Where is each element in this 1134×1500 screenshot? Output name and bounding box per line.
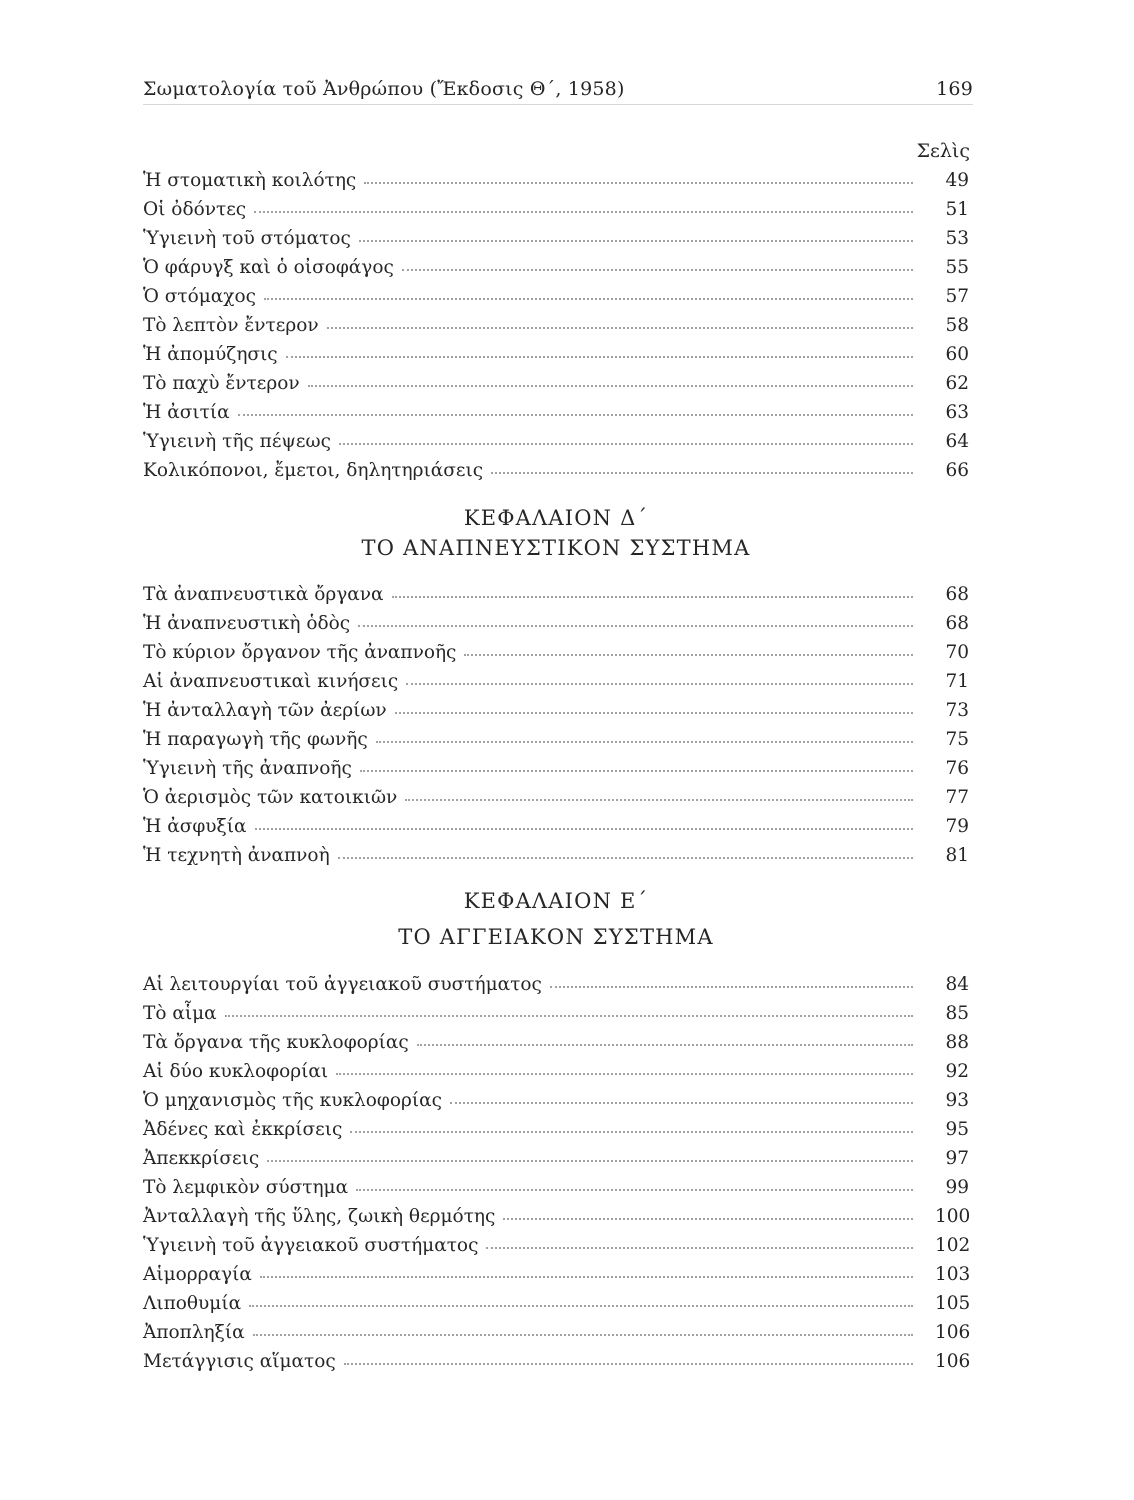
dot-leader (344, 1362, 913, 1365)
dot-leader (255, 827, 914, 830)
dot-leader (406, 682, 913, 685)
entry-title: Ἡ ἀσιτία (143, 402, 230, 423)
running-header (143, 74, 973, 105)
entry-title: Τὸ κύριον ὄργανον τῆς ἀναπνοῆς (143, 642, 457, 663)
entry-title: Ἀποπληξία (143, 1322, 245, 1343)
toc-entry (143, 427, 969, 456)
toc-entry (143, 398, 969, 427)
toc-entry (143, 1057, 969, 1086)
entry-page: 60 (945, 344, 969, 365)
book-title: Σωματολογία τοῦ Ἀνθρώπου (Ἔκδοσις Θ΄, 1958) (143, 78, 625, 100)
entry-page: 88 (945, 1032, 969, 1053)
toc-entry (143, 1144, 969, 1173)
dot-leader (249, 1304, 913, 1307)
entry-page: 81 (945, 845, 969, 866)
dot-leader (364, 181, 913, 184)
chapter-heading: ΚΕΦΑΛΑΙΟΝ Ε΄ (463, 889, 649, 913)
entry-page: 85 (945, 1003, 969, 1024)
dot-leader (339, 442, 913, 445)
entry-page: 92 (945, 1061, 969, 1082)
entry-title: Ἡ τεχνητὴ ἀναπνοὴ (143, 845, 330, 866)
entry-page: 95 (945, 1119, 969, 1140)
toc-entry (143, 812, 969, 841)
entry-page: 100 (935, 1206, 971, 1227)
dot-leader (395, 711, 913, 714)
entry-title: Αἱ δύο κυκλοφορίαι (143, 1061, 329, 1082)
dot-leader (338, 856, 913, 859)
toc-entry (143, 369, 969, 398)
toc-entry (143, 609, 969, 638)
dot-leader (358, 624, 913, 627)
entry-page: 55 (945, 257, 969, 278)
toc-entry (143, 195, 969, 224)
entry-title: Τὸ παχὺ ἔντερον (143, 373, 300, 394)
toc-entry (143, 1173, 969, 1202)
entry-title: Τὰ ὄργανα τῆς κυκλοφορίας (143, 1032, 409, 1053)
entry-page: 62 (945, 373, 969, 394)
toc-entry (143, 1202, 969, 1231)
entry-title: Τὸ λεμφικὸν σύστημα (143, 1177, 349, 1198)
toc-section-respiratory (143, 580, 969, 870)
entry-page: 68 (945, 613, 969, 634)
entry-title: Ὁ φάρυγξ καὶ ὁ οἰσοφάγος (143, 257, 394, 278)
entry-title: Κολικόπονοι, ἔμετοι, δηλητηριάσεις (143, 460, 484, 481)
toc-entry (143, 340, 969, 369)
dot-leader (238, 413, 913, 416)
entry-page: 68 (945, 584, 969, 605)
entry-title: Ὁ μηχανισμὸς τῆς κυκλοφορίας (143, 1090, 442, 1111)
entry-page: 64 (945, 431, 969, 452)
entry-title: Ὁ στόμαχος (143, 286, 257, 307)
toc-entry (143, 282, 969, 311)
entry-page: 103 (935, 1264, 971, 1285)
entry-page: 49 (945, 170, 969, 191)
chapter-heading: ΚΕΦΑΛΑΙΟΝ Δ΄ (463, 506, 649, 530)
toc-entry (143, 1318, 969, 1347)
entry-page: 71 (945, 671, 969, 692)
entry-page: 106 (935, 1351, 971, 1372)
entry-page: 53 (945, 228, 969, 249)
dot-leader (264, 297, 913, 300)
toc-entry (143, 1028, 969, 1057)
dot-leader (450, 1101, 913, 1104)
dot-leader (356, 1188, 913, 1191)
dot-leader (402, 268, 913, 271)
toc-entry (143, 754, 969, 783)
dot-leader (486, 1246, 913, 1249)
entry-page: 58 (945, 315, 969, 336)
entry-title: Ἡ ἀναπνευστικὴ ὁδὸς (143, 613, 351, 634)
entry-title: Ἡ στοματικὴ κοιλότης (143, 170, 357, 191)
chapter-subtitle: ΤΟ ΑΝΑΠΝΕΥΣΤΙΚΟΝ ΣΥΣΤΗΜΑ (361, 536, 751, 560)
entry-title: Ἡ ἀσφυξία (143, 816, 247, 837)
toc-entry (143, 224, 969, 253)
entry-page: 76 (945, 758, 969, 779)
entry-title: Τὸ αἷμα (143, 1003, 217, 1024)
toc-entry (143, 841, 969, 870)
entry-title: Ἀπεκκρίσεις (143, 1148, 260, 1169)
toc-entry (143, 456, 969, 485)
entry-page: 75 (945, 729, 969, 750)
dot-leader (376, 740, 913, 743)
entry-page: 97 (945, 1148, 969, 1169)
entry-page: 93 (945, 1090, 969, 1111)
dot-leader (392, 595, 913, 598)
entry-title: Τὰ ἀναπνευστικὰ ὄργανα (143, 584, 384, 605)
toc-entry (143, 696, 969, 725)
entry-title: Ὁ ἀερισμὸς τῶν κατοικιῶν (143, 787, 398, 808)
entry-title: Ἡ ἀπομύζησις (143, 344, 278, 365)
dot-leader (336, 1072, 913, 1075)
entry-title: Ὑγιεινὴ τῆς ἀναπνοῆς (143, 758, 352, 779)
dot-leader (225, 1014, 913, 1017)
entry-title: Λιποθυμία (143, 1293, 242, 1314)
entry-page: 51 (945, 199, 969, 220)
dot-leader (253, 1333, 913, 1336)
dot-leader (417, 1043, 913, 1046)
toc-entry (143, 638, 969, 667)
toc-section-vascular (143, 970, 969, 1376)
entry-page: 99 (945, 1177, 969, 1198)
entry-page: 73 (945, 700, 969, 721)
toc-entry (143, 1231, 969, 1260)
entry-page: 77 (945, 787, 969, 808)
toc-entry (143, 667, 969, 696)
entry-title: Ἡ ἀνταλλαγὴ τῶν ἀερίων (143, 700, 387, 721)
toc-entry (143, 253, 969, 282)
dot-leader (359, 239, 913, 242)
dot-leader (327, 326, 913, 329)
entry-page: 66 (945, 460, 969, 481)
entry-title: Ἀδένες καὶ ἐκκρίσεις (143, 1119, 343, 1140)
entry-title: Ἀνταλλαγὴ τῆς ὕλης, ζωικὴ θερμότης (143, 1206, 496, 1227)
entry-page: 102 (935, 1235, 971, 1256)
dot-leader (286, 355, 913, 358)
entry-page: 84 (945, 974, 969, 995)
entry-title: Αἱ λειτουργίαι τοῦ ἀγγειακοῦ συστήματος (143, 974, 542, 995)
dot-leader (405, 798, 913, 801)
page-column-label: Σελὶς (916, 140, 970, 162)
entry-page: 70 (945, 642, 969, 663)
dot-leader (267, 1159, 913, 1162)
dot-leader (491, 471, 913, 474)
dot-leader (464, 653, 913, 656)
entry-page: 106 (935, 1322, 971, 1343)
toc-entry (143, 580, 969, 609)
entry-page: 63 (945, 402, 969, 423)
entry-title: Ἡ παραγωγὴ τῆς φωνῆς (143, 729, 368, 750)
toc-entry (143, 725, 969, 754)
toc-entry (143, 970, 969, 999)
entry-title: Ὑγιεινὴ τῆς πέψεως (143, 431, 331, 452)
entry-title: Οἱ ὀδόντες (143, 199, 247, 220)
toc-entry (143, 1289, 969, 1318)
entry-page: 57 (945, 286, 969, 307)
entry-title: Ὑγιεινὴ τοῦ στόματος (143, 228, 351, 249)
toc-section-digestive (143, 166, 969, 485)
toc-entry (143, 1347, 969, 1376)
toc-entry (143, 999, 969, 1028)
dot-leader (503, 1217, 913, 1220)
toc-entry (143, 1260, 969, 1289)
entry-title: Αἱ ἀναπνευστικαὶ κινήσεις (143, 671, 399, 692)
dot-leader (260, 1275, 913, 1278)
toc-entry (143, 1086, 969, 1115)
toc-entry (143, 166, 969, 195)
entry-title: Τὸ λεπτὸν ἔντερον (143, 315, 319, 336)
dot-leader (360, 769, 913, 772)
toc-entry (143, 1115, 969, 1144)
entry-title: Αἱμορραγία (143, 1264, 252, 1285)
dot-leader (350, 1130, 913, 1133)
dot-leader (308, 384, 913, 387)
entry-page: 79 (945, 816, 969, 837)
page-number: 169 (936, 78, 973, 100)
entry-title: Μετάγγισις αἵματος (143, 1351, 336, 1372)
dot-leader (550, 985, 913, 988)
entry-page: 105 (935, 1293, 971, 1314)
toc-entry (143, 311, 969, 340)
toc-entry (143, 783, 969, 812)
chapter-subtitle: ΤΟ ΑΓΓΕΙΑΚΟΝ ΣΥΣΤΗΜΑ (398, 925, 714, 949)
dot-leader (254, 210, 913, 213)
entry-title: Ὑγιεινὴ τοῦ ἀγγειακοῦ συστήματος (143, 1235, 479, 1256)
